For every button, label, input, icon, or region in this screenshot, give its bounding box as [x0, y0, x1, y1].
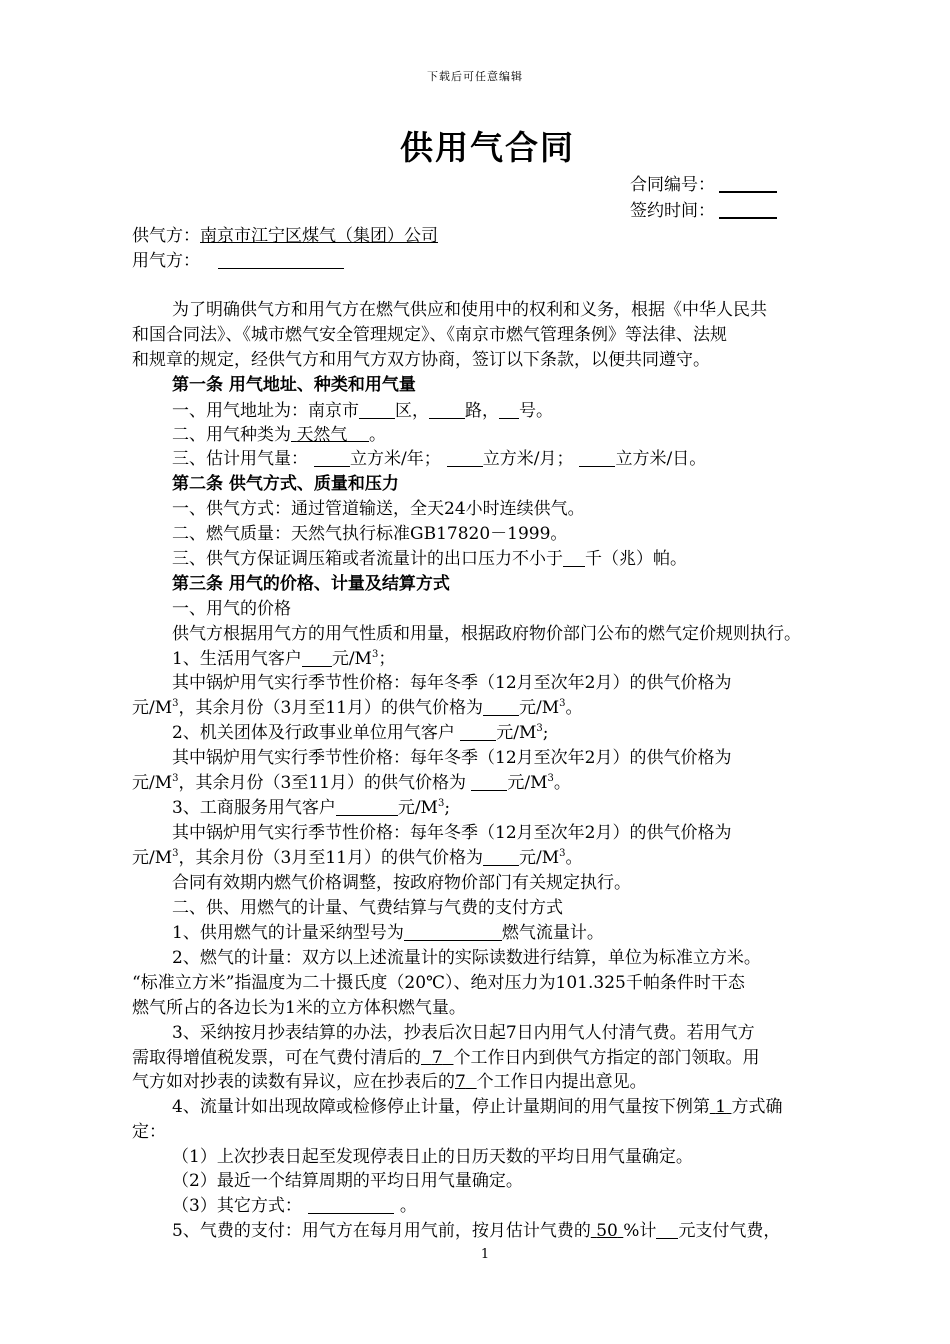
contract-number-label: 合同编号： [630, 175, 715, 195]
billing-line-2: 需取得增值税发票，可在气费付清后的 7 个工作日内到供气方指定的部门领取。用 [132, 1048, 760, 1068]
seasonal-price-1: 其中锅炉用气实行季节性价格：每年冬季（12月至次年2月）的供气价格为 [172, 673, 732, 693]
meter-failure-option-1: （1）上次抄表日起至发现停表日止的日历天数的平均日用气量确定。 [172, 1147, 693, 1167]
article-3-title: 第三条 用气的价格、计量及结算方式 [172, 574, 450, 594]
user-name-blank [218, 252, 344, 269]
price-commercial: 3、工商服务用气客户 元$/M^3$; [172, 798, 451, 818]
metering-line-1: 2、燃气的计量：双方以上述流量计的实际读数进行结算，单位为标准立方米。 [172, 948, 761, 968]
gas-type-value: 天然气 [296, 425, 348, 445]
user-row [132, 246, 344, 271]
intro-line-3: 和规章的规定，经供气方和用气方双方协商，签订以下条款，以便共同遵守。 [132, 350, 710, 370]
meter-model: 1、供用燃气的计量采纳型号为 燃气流量计。 [172, 923, 604, 943]
sign-date-row [630, 196, 777, 221]
supplier-name: 南京市江宁区煤气（集团）公司 [200, 226, 438, 246]
article-2-supply-method: 一、供气方式：通过管道输送，全天24小时连续供气。 [172, 499, 585, 519]
price-adjustment: 合同有效期内燃气价格调整，按政府物价部门有关规定执行。 [172, 873, 631, 893]
intro-line-1: 为了明确供气方和用气方在燃气供应和使用中的权利和义务，根据《中华人民共 [172, 300, 767, 320]
article-1-gas-type: 二、用气种类为 天然气 。 [172, 425, 387, 445]
contract-number-blank [719, 175, 777, 193]
price-rule: 供气方根据用气方的用气性质和用量，根据政府物价部门公布的燃气定价规则执行。 [172, 624, 801, 644]
meter-failure-line-2: 定： [132, 1122, 166, 1142]
seasonal-price-3-tail: 元$/M^3$，其余月份（3月至11月）的供气价格为 元$/M^3$。 [132, 848, 583, 868]
intro-line-2: 和国合同法》、《城市燃气安全管理规定》、《南京市燃气管理条例》等法律、法规 [132, 325, 727, 345]
article-1-address: 一、用气地址为：南京市 区， 路， 号。 [172, 401, 553, 421]
article-2-title: 第二条 供气方式、质量和压力 [172, 474, 399, 494]
supplier-row [132, 221, 438, 246]
user-label: 用气方： [132, 251, 200, 271]
seasonal-price-2: 其中锅炉用气实行季节性价格：每年冬季（12月至次年2月）的供气价格为 [172, 748, 732, 768]
contract-number-row [630, 170, 777, 195]
supplier-label: 供气方： [132, 226, 200, 246]
price-heading: 一、用气的价格 [172, 599, 291, 619]
article-2-pressure: 三、供气方保证调压箱或者流量计的出口压力不小于 千（兆）帕。 [172, 549, 687, 569]
page-number: 1 [480, 1247, 490, 1262]
seasonal-price-3: 其中锅炉用气实行季节性价格：每年冬季（12月至次年2月）的供气价格为 [172, 823, 732, 843]
meter-failure-option-2: （2）最近一个结算周期的平均日用气量确定。 [172, 1171, 523, 1191]
document-title: 供用气合同 [400, 128, 575, 167]
billing-line-3: 气方如对抄表的读数有异议，应在抄表后的7 个工作日内提出意见。 [132, 1072, 647, 1092]
metering-heading: 二、供、用燃气的计量、气费结算与气费的支付方式 [172, 898, 563, 918]
seasonal-price-2-tail: 元$/M^3$，其余月份（3至11月）的供气价格为 元$/M^3$。 [132, 773, 571, 793]
meter-failure-option-3: （3）其它方式： 。 [172, 1196, 417, 1216]
price-institutional: 2、机关团体及行政事业单位用气客户 元$/M^3$; [172, 723, 549, 743]
metering-line-2: “标准立方米”指温度为二十摄氏度（20℃）、绝对压力为101.325千帕条件时干态 [132, 973, 745, 993]
article-1-title: 第一条 用气地址、种类和用气量 [172, 375, 416, 395]
article-1-volume: 三、估计用气量： 立方米/年； 立方米/月； 立方米/日。 [172, 449, 707, 469]
seasonal-price-1-tail: 元$/M^3$，其余月份（3月至11月）的供气价格为 元$/M^3$。 [132, 698, 583, 718]
billing-line-1: 3、采纳按月抄表结算的办法，抄表后次日起7日内用气人付清气费。若用气方 [172, 1023, 755, 1043]
sign-date-label: 签约时间： [630, 201, 715, 221]
sign-date-blank [719, 201, 777, 219]
price-residential: 1、生活用气客户 元$/M^3$； [172, 649, 396, 669]
metering-line-3: 燃气所占的各边长为1米的立方体积燃气量。 [132, 998, 466, 1018]
payment-line: 5、气费的支付：用气方在每月用气前，按月估计气费的 50 %计 元支付气费， [172, 1221, 781, 1241]
header-note: 下载后可任意编辑 [427, 70, 523, 83]
meter-failure-line-1: 4、流量计如出现故障或检修停止计量，停止计量期间的用气量按下例第 1 方式确 [172, 1097, 783, 1117]
article-2-gas-quality: 二、燃气质量：天然气执行标准GB17820－1999。 [172, 524, 568, 544]
